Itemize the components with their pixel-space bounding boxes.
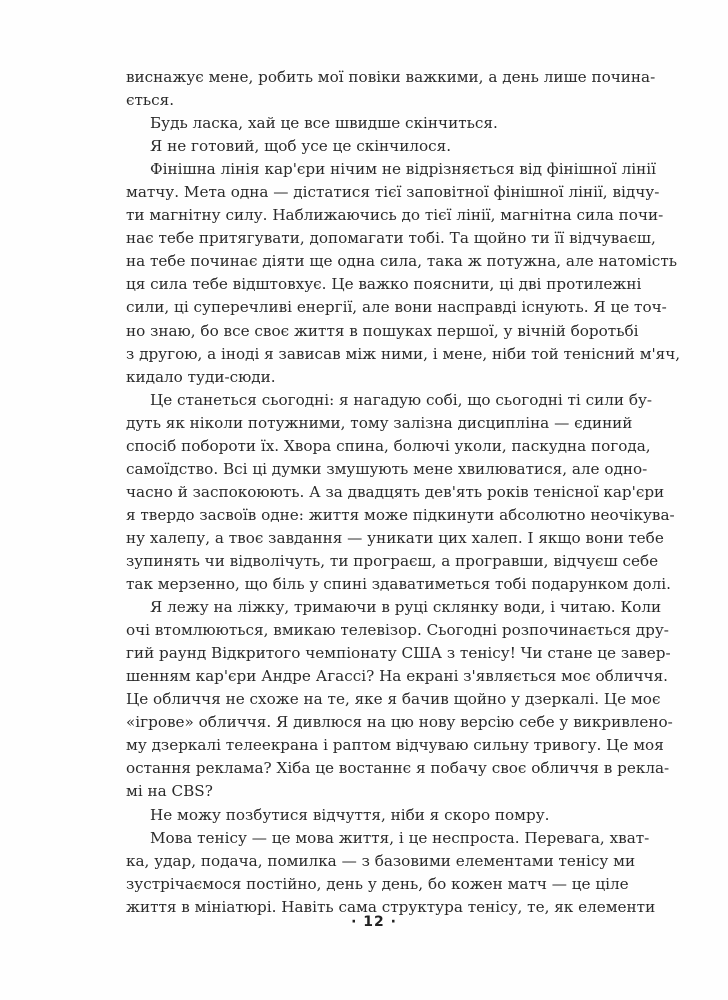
text-line: ка, удар, подача, помилка — з базовими елементами тенісу ми	[126, 851, 636, 870]
text-line: з другою, а іноді я зависав між ними, і мене, ніби той тенісний м'яч,	[126, 344, 681, 363]
text-line: на тебе починає діяти ще одна сила, така ж потужна, але натомість	[126, 252, 677, 271]
paragraph	[126, 596, 673, 803]
text-line: Я лежу на ліжку, тримаючи в руці склянку води, і читаю. Коли	[150, 598, 662, 617]
text-line: Мова тенісу — це мова життя, і це неспроста. Перевага, хват-	[150, 828, 650, 847]
text-line: самоїдство. Всі ці думки змушують мене хвилюватися, але одно-	[126, 459, 648, 478]
text-line: Фінішна лінія кар'єри нічим не відрізняється від фінішної лінії	[150, 160, 656, 179]
text-line: виснажує мене, робить мої повіки важкими, а день лише почина-	[126, 68, 656, 86]
text-line: я твердо засвоїв одне: життя може підкинути абсолютно неочікува-	[126, 505, 675, 524]
text-line: но знаю, бо все своє життя в пошуках першої, у вічній боротьбі	[126, 321, 639, 340]
text-line: кидало туди-сюди.	[126, 367, 276, 386]
paragraph	[126, 158, 681, 388]
text-line: спосіб побороти їх. Хвора спина, болючі уколи, паскудна погода,	[126, 436, 651, 455]
text-line: матчу. Мета одна — дістатися тієї заповітної фінішної лінії, відчу-	[126, 183, 660, 202]
text-line: Не можу позбутися відчуття, ніби я скоро помру.	[150, 805, 550, 824]
text-line: сили, ці суперечливі енергії, але вони насправді існують. Я це точ-	[126, 298, 667, 317]
paragraph	[126, 135, 628, 158]
text-line: ну халепу, а твоє завдання — уникати цих халеп. І якщо вони тебе	[126, 528, 664, 547]
text-line: зупинять чи відволічуть, ти програєш, а програвши, відчуєш себе	[126, 551, 659, 570]
text-line: дуть як ніколи потужними, тому залізна дисципліна — єдиний	[126, 413, 633, 432]
text-line: нає тебе притягувати, допомагати тобі. Та щойно ти її відчуваєш,	[126, 229, 656, 248]
text-line: життя в мініатюрі. Навіть сама структура тенісу, те, як елементи	[126, 897, 656, 916]
text-line: Це обличчя не схоже на те, яке я бачив щойно у дзеркалі. Це моє	[126, 690, 661, 709]
text-line: Я не готовий, щоб усе це скінчилося.	[150, 137, 452, 156]
text-line: очі втомлюються, вмикаю телевізор. Сьогодні розпочинається дру-	[126, 621, 669, 640]
text-line: му дзеркалі телеекрана і раптом відчуваю сильну тривогу. Це моя	[126, 736, 664, 755]
text-line: Це станеться сьогодні: я нагадую собі, що сьогодні ті сили бу-	[150, 390, 653, 409]
paragraph	[126, 827, 656, 919]
paragraph	[126, 112, 628, 135]
text-line: ється.	[126, 91, 175, 110]
paragraph	[126, 389, 675, 596]
text-line: ця сила тебе відштовхує. Це важко пояснити, ці дві протилежні	[126, 275, 642, 294]
text-line: мі на CBS?	[126, 782, 213, 801]
text-line: часно й заспокоюють. А за двадцять дев'ять років тенісної кар'єри	[126, 482, 665, 501]
text-line: гий раунд Відкритого чемпіонату США з тенісу! Чи стане це завер-	[126, 644, 671, 663]
text-line: так мерзенно, що біль у спині здаватиметься тобі подарунком долі.	[126, 575, 671, 594]
page-number: · 12 ·	[351, 914, 397, 930]
text-line: ти магнітну силу. Наближаючись до тієї лінії, магнітна сила почи-	[126, 206, 664, 225]
text-line: шенням кар'єри Андре Агассі? На екрані з'являється моє обличчя.	[126, 667, 669, 686]
text-line: зустрічаємося постійно, день у день, бо кожен матч — це ціле	[126, 874, 629, 893]
text-line: «ігрове» обличчя. Я дивлюся на цю нову версію себе у викривлено-	[126, 713, 673, 732]
body-text	[126, 66, 681, 919]
text-line: Будь ласка, хай це все швидше скінчиться.	[150, 114, 498, 133]
text-line: остання реклама? Хіба це востаннє я побачу своє обличчя в рекла-	[126, 759, 670, 778]
paragraph	[126, 804, 628, 827]
paragraph	[126, 66, 656, 112]
